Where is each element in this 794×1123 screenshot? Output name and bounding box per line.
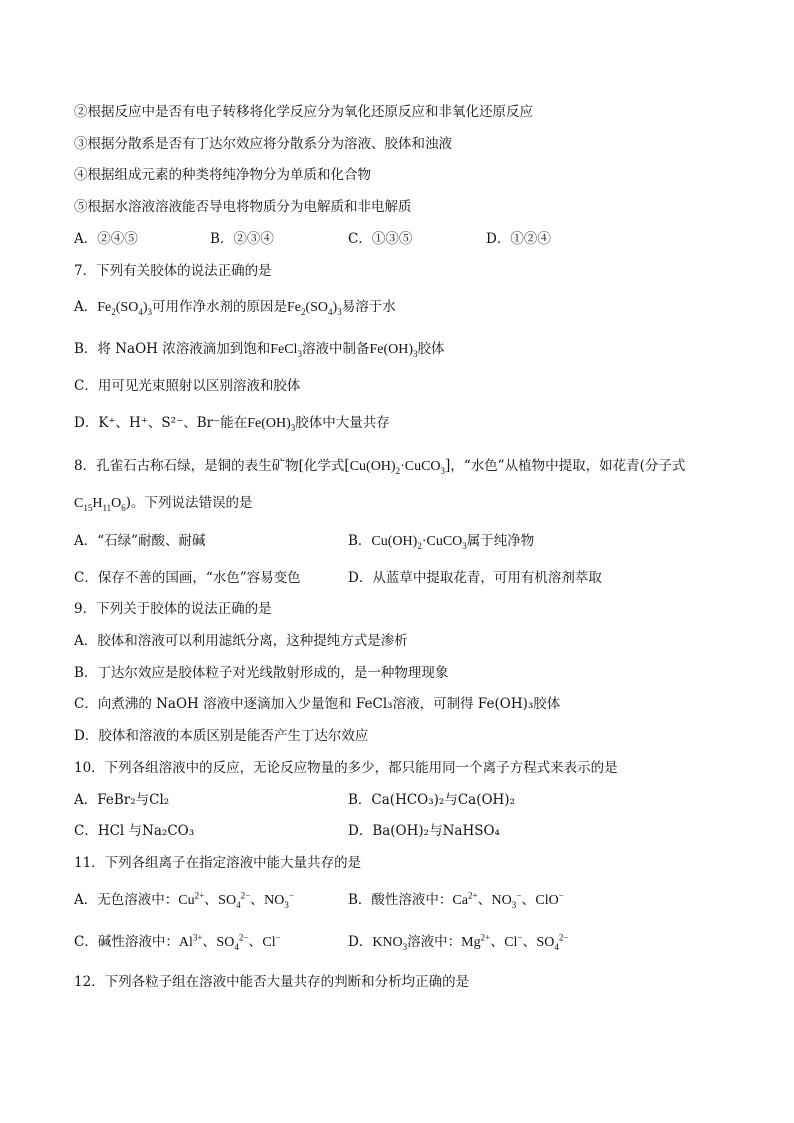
q7-option-d: D．K⁺、H⁺、S²⁻、Br⁻能在$Fe(OH)_3$胶体中大量共存	[74, 415, 390, 433]
q6-option-c: C．①③⑤	[348, 231, 413, 247]
q11-option-c: C．碱性溶液中：$Al^{3+}$、$SO_4^{2-}$、Cl−	[74, 932, 281, 952]
q9-option-a: A．胶体和溶液可以利用滤纸分离，这种提纯方式是渗析	[74, 633, 408, 649]
q7-stem: 7．下列有关胶体的说法正确的是	[74, 263, 272, 279]
formula-malachite-b: $Cu(OH)_2\cdot CuCO_3$	[371, 534, 467, 551]
q11-stem: 11．下列各组离子在指定溶液中能大量共存的是	[74, 855, 362, 871]
ions-d: $KNO_3$	[372, 935, 408, 952]
formula-fe2so43: $Fe_2(SO_4)_3$	[286, 300, 342, 317]
q10-option-b: B．Ca(HCO₃)₂与Ca(OH)₂	[348, 792, 515, 808]
q11-option-b: B．酸性溶液中：$Ca^{2+}$、$NO_3^-$、ClO−	[348, 890, 564, 910]
ions-b: $Ca^{2+}$、$NO_3^-$、ClO−	[452, 890, 564, 910]
q10-option-d: D．Ba(OH)₂与NaHSO₄	[348, 823, 500, 839]
formula-fecl3: FeCl$_3$	[270, 342, 302, 359]
formula-fe2so43: $Fe_2(SO_4)_3$	[97, 300, 152, 317]
q9-option-c: C．向煮沸的 NaOH 溶液中逐滴加入少量饱和 FeCl₃溶液，可制得 Fe(OH)₃胶体	[74, 696, 561, 712]
q6-option-d: D．①②④	[486, 231, 551, 247]
ions-c: $Al^{3+}$、$SO_4^{2-}$、Cl−	[178, 932, 281, 952]
q6-option-b: B．②③④	[210, 231, 274, 247]
q10-option-c: C．HCl 与Na₂CO₃	[74, 823, 195, 839]
q9-stem: 9．下列关于胶体的说法正确的是	[74, 601, 272, 617]
q6-option-a: A．②④⑤	[74, 231, 138, 247]
q8-option-b: B．$Cu(OH)_2\cdot CuCO_3$属于纯净物	[348, 533, 535, 551]
q11-option-a: A．无色溶液中：$Cu^{2+}$、$SO_4^{2-}$、$NO_3^-$	[74, 890, 294, 910]
formula-feoh3: $Fe(OH)_3$	[369, 342, 418, 359]
ions-a: $Cu^{2+}$、$SO_4^{2-}$、$NO_3^-$	[178, 890, 294, 910]
q8-stem-line2: $C_{15}H_{11}O_6$)。下列说法错误的是	[74, 495, 253, 513]
q9-option-b: B．丁达尔效应是胶体粒子对光线散射形成的，是一种物理现象	[74, 665, 449, 681]
q8-option-c: C．保存不善的国画，“水色”容易变色	[74, 570, 301, 586]
q7-option-a: A．$Fe_2(SO_4)_3$可用作净水剂的原因是$Fe_2(SO_4)_3$易溶于水	[74, 299, 396, 317]
formula-anthocyanin: $C_{15}H_{11}O_6$	[74, 496, 126, 513]
q10-stem: 10．下列各组溶液中的反应，无论反应物量的多少，都只能用同一个离子方程式来表示的是	[74, 760, 618, 776]
q9-option-d: D．胶体和溶液的本质区别是能否产生丁达尔效应	[74, 728, 369, 744]
statement-2: ②根据反应中是否有电子转移将化学反应分为氧化还原反应和非氧化还原反应	[74, 104, 533, 120]
statement-4: ④根据组成元素的种类将纯净物分为单质和化合物	[74, 167, 371, 183]
q8-option-a: A．“石绿”耐酸、耐碱	[74, 533, 206, 549]
formula-malachite: $[Cu(OH)_2\cdot CuCO_3]$	[344, 457, 451, 476]
q8-stem: 8．孔雀石古称石绿，是铜的表生矿物[化学式$[Cu(OH)_2\cdot CuCO_3]$，“水色”从植物中提取，如花青(分子式	[74, 457, 686, 476]
q11-option-d: D．$KNO_3$溶液中：$Mg^{2+}$、Cl−、$SO_4^{2-}$	[348, 932, 569, 952]
statement-3: ③根据分散系是否有丁达尔效应将分散系分为溶液、胶体和浊液	[74, 136, 452, 152]
q7-option-b: B．将 NaOH 浓溶液滴加到饱和FeCl$_3$溶液中制备$Fe(OH)_3$胶体	[74, 341, 445, 359]
formula-feoh3: $Fe(OH)_3$	[247, 416, 296, 433]
statement-5: ⑤根据水溶液溶液能否导电将物质分为电解质和非电解质	[74, 199, 412, 215]
q10-option-a: A．FeBr₂与Cl₂	[74, 792, 170, 808]
q7-option-c: C．用可见光束照射以区别溶液和胶体	[74, 378, 301, 394]
q8-option-d: D．从蓝草中提取花青，可用有机溶剂萃取	[348, 570, 602, 586]
q12-stem: 12．下列各粒子组在溶液中能否大量共存的判断和分析均正确的是	[74, 974, 470, 990]
